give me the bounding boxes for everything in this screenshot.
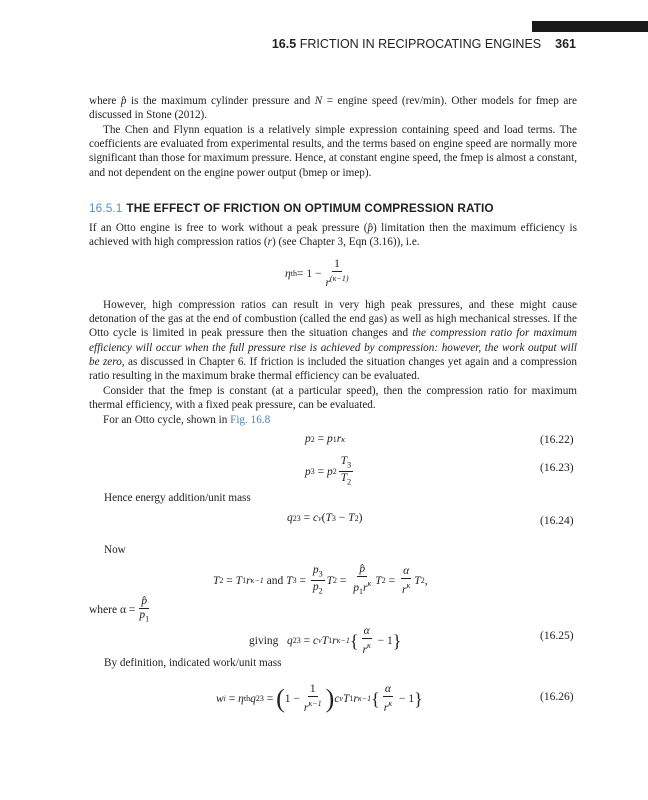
figure-link[interactable]: Fig. 16.8 [230, 414, 271, 426]
equation-number-16-25: (16.25) [540, 630, 574, 642]
equation-16-23: p 3 = p 2 $\frac{T_3}{T_2}$ [305, 455, 352, 487]
equation-alpha-def: where α = $\frac{p̂}{p_1}$ [89, 595, 150, 624]
section-number: 16.5 [271, 37, 297, 51]
page-number: 361 [555, 37, 576, 51]
subsection-heading: 16.5.1 THE EFFECT OF FRICTION ON OPTIMUM COMPRESSION RATIO [89, 201, 494, 215]
equation-16-25: giving q 23 = c v T 1 r κ−1 { $\frac{\alpha}{r^\kappa}$ − 1 } [249, 625, 402, 656]
by-definition-label: By definition, indicated work/unit mass [104, 657, 282, 669]
equation-16-26: w i = η th q 23 = ( 1 − $\frac{1}{r^{\kappa-1}}$ ) c v T 1 r κ−1 { $\frac{\alpha}{r^\kappa}$ − 1 } [216, 683, 423, 714]
equation-t2-t3: T 2 = T 1 r κ−1 and T 3 = $\frac{p_3}{p_2}$ T 2 = $\frac{p̂}{p_1r^\kappa}$ T 2 = $\frac{\alpha}{r^\kappa}$ T 2 , [213, 563, 428, 597]
equation-number-16-23: (16.23) [540, 462, 574, 474]
equation-16-24: q 23 = c v ( T 3 − T 2 ) [287, 512, 363, 524]
hence-label: Hence energy addition/unit mass [104, 492, 251, 504]
equation-number-16-26: (16.26) [540, 691, 574, 703]
now-label: Now [104, 544, 126, 556]
running-head [272, 37, 576, 51]
paragraph-high-ratios: However, high compression ratios can result in very high peak pressures, and these might cause detonation of the gas at the end of combustion (called the end gas) as well as high mechanical stresses. If the Otto cycle is limited in peak pressure then the situation changes and the compression ratio for maximum efficiency will occur when the full pressure rise is achieved by compression: however, the work output will be zero, as discussed in Chapter 6. If friction is included the situation changes yet again and a compression ratio resulting in the maximum brake thermal efficiency can be evaluated. [89, 299, 578, 383]
paragraph-chen-flynn: The Chen and Flynn equation is a relatively simple expression containing speed and load terms. The coefficients are evaluated from experimental results, and the terms based on engine speed are normally more significant than those for maximum pressure. Hence, at constant engine speed, the fmep is almost a constant, and not dependent on the engine power output (bmep or imep). [89, 124, 577, 179]
section-title: FRICTION IN RECIPROCATING ENGINES [299, 37, 542, 51]
equation-16-22: p 2 = p 1 r κ [305, 433, 346, 445]
paragraph-fmep-constant: Consider that the fmep is constant (at a particular speed), then the compression ratio for maximum thermal efficiency, with a fixed peak pressure, can be evaluated. [89, 385, 577, 412]
equation-eta-th: η th = 1 − $\frac{1}{r^{(\kappa-1)}}$ [285, 258, 349, 289]
paragraph-where: where p̂ is the maximum cylinder pressure and N = engine speed (rev/min). Other models for fmep are discussed in Stone (2012). [89, 95, 577, 122]
paragraph-otto-free: If an Otto engine is free to work without a peak pressure (p̂) limitation then the maximum efficiency is achieved with high compression ratios (r) (see Chapter 3, Eqn (3.16)), i.e. [89, 222, 577, 249]
equation-number-16-24: (16.24) [540, 515, 574, 527]
paragraph-otto-cycle: For an Otto cycle, shown in Fig. 16.8 [103, 414, 271, 426]
equation-number-16-22: (16.22) [540, 434, 574, 446]
header-bar [532, 21, 648, 32]
